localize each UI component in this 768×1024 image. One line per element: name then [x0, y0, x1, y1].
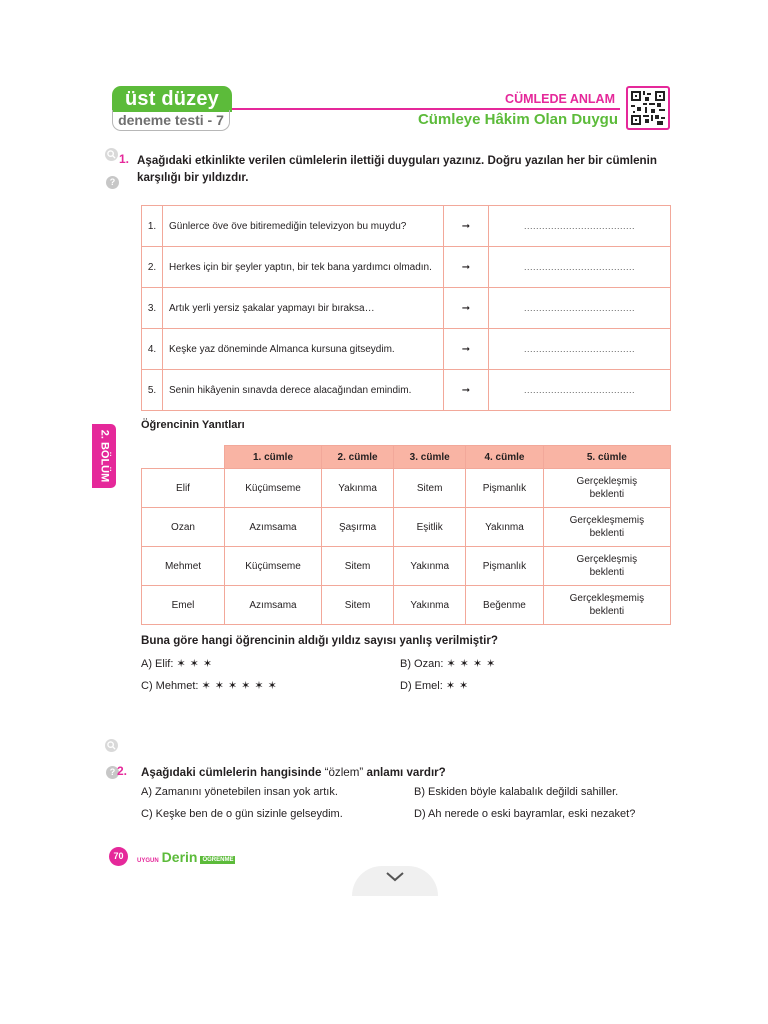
arrow-icon: ➞: [444, 288, 489, 329]
student-name: Ozan: [142, 508, 225, 547]
brand-main-text: Derin: [161, 849, 198, 865]
student-name: Emel: [142, 586, 225, 625]
student-answers-title: Öğrencinin Yanıtları: [141, 419, 245, 431]
section-side-tab-label: 2. BÖLÜM: [98, 429, 110, 483]
answers-header-corner: [142, 446, 225, 469]
brand-tag-text: ÖĞRENME: [202, 857, 234, 863]
answer-blank[interactable]: .....................................: [489, 288, 671, 329]
student-name: Elif: [142, 469, 225, 508]
answer-cell: Azımsama: [225, 508, 322, 547]
sentence-text: Keşke yaz döneminde Almanca kursuna gitseydim.: [163, 329, 444, 370]
question-1-prompt: Buna göre hangi öğrencinin aldığı yıldız sayısı yanlış verilmiştir?: [141, 634, 498, 647]
answer-cell: Beğenme: [466, 586, 543, 625]
magnifier-icon[interactable]: [105, 148, 118, 161]
option-a-stars: ✶✶✶: [176, 658, 217, 670]
topic-title: CÜMLEDE ANLAM: [505, 92, 615, 106]
option-a[interactable]: [141, 657, 216, 670]
answer-cell: [543, 547, 670, 586]
answer-cell: Sitem: [322, 586, 394, 625]
brand-small-text: UYGUN: [137, 858, 159, 864]
answer-blank[interactable]: .....................................: [489, 247, 671, 288]
answers-header-cell: 5. cümle: [543, 446, 670, 469]
student-row: [142, 586, 671, 625]
answer-cell: [543, 508, 670, 547]
answer-blank[interactable]: .....................................: [489, 329, 671, 370]
q2-option-d[interactable]: D) Ah nerede o eski bayramlar, eski nezaket?: [414, 808, 636, 820]
sentence-row: [142, 288, 671, 329]
series-badge: üst düzey: [112, 86, 232, 112]
sentence-row: [142, 329, 671, 370]
arrow-icon: ➞: [444, 247, 489, 288]
answer-line-2: beklenti: [589, 528, 625, 539]
student-row: [142, 547, 671, 586]
help-question-icon[interactable]: ?: [106, 766, 119, 779]
option-c-label: C) Mehmet:: [141, 680, 199, 692]
option-b[interactable]: [400, 657, 499, 670]
test-number-badge: deneme testi - 7: [112, 110, 230, 131]
answer-cell: Sitem: [322, 547, 394, 586]
next-page-button[interactable]: [352, 866, 438, 896]
answer-line-1: Gerçekleşmiş: [576, 476, 638, 487]
answer-cell: Yakınma: [466, 508, 543, 547]
option-d-stars: ✶✶: [445, 680, 473, 692]
qr-code-icon: [631, 91, 665, 125]
student-answers-table: [141, 445, 671, 625]
option-c[interactable]: [141, 679, 281, 692]
subtopic-title: Cümleye Hâkim Olan Duygu: [417, 111, 618, 128]
question-2-number: 2.: [117, 764, 128, 778]
answer-line-1: Gerçekleşmemiş: [569, 515, 645, 526]
answer-cell: Azımsama: [225, 586, 322, 625]
answer-cell: Pişmanlık: [466, 547, 543, 586]
sentence-text: Günlerce öve öve bitiremediğin televizyon bu muydu?: [163, 206, 444, 247]
answers-header-cell: 1. cümle: [225, 446, 322, 469]
answer-blank[interactable]: .....................................: [489, 206, 671, 247]
magnifier-icon[interactable]: [105, 739, 118, 752]
option-c-stars: ✶✶✶✶✶✶: [201, 680, 281, 692]
sentence-row: [142, 247, 671, 288]
sentence-text: Artık yerli yersiz şakalar yapmayı bir bıraksa…: [163, 288, 444, 329]
question-2-text-before: Aşağıdaki cümlelerin hangisinde: [141, 766, 325, 779]
question-2-text-after: anlamı vardır?: [363, 766, 446, 779]
sentence-number: 2.: [142, 247, 163, 288]
sentence-row: [142, 206, 671, 247]
student-row: [142, 508, 671, 547]
option-a-label: A) Elif:: [141, 658, 174, 670]
brand-logo: [137, 850, 235, 864]
option-b-stars: ✶✶✶✶: [446, 658, 500, 670]
answer-line-2: beklenti: [589, 567, 625, 578]
sentence-row: [142, 370, 671, 411]
sentences-table: [141, 205, 671, 411]
answer-blank[interactable]: .....................................: [489, 370, 671, 411]
answer-cell: Küçümseme: [225, 547, 322, 586]
option-b-label: B) Ozan:: [400, 658, 444, 670]
q2-option-a[interactable]: A) Zamanını yönetebilen insan yok artık.: [141, 786, 338, 798]
student-row: [142, 469, 671, 508]
answers-header-cell: 3. cümle: [394, 446, 466, 469]
sentence-number: 4.: [142, 329, 163, 370]
question-1-text: Aşağıdaki etkinlikte verilen cümlelerin ilettiği duyguları yazınız. Doğru yazılan her bir cümlenin karşılığı bir yıldızdır.: [137, 154, 657, 184]
question-1-number: 1.: [119, 152, 130, 166]
answer-cell: Yakınma: [394, 586, 466, 625]
answer-line-2: beklenti: [589, 489, 625, 500]
q2-option-c[interactable]: C) Keşke ben de o gün sizinle gelseydim.: [141, 808, 343, 820]
answer-cell: Yakınma: [394, 547, 466, 586]
question-2-text: [141, 764, 446, 781]
answer-cell: Eşitlik: [394, 508, 466, 547]
arrow-icon: ➞: [444, 370, 489, 411]
answer-cell: Şaşırma: [322, 508, 394, 547]
qr-code[interactable]: [626, 86, 670, 130]
question-2-quote: “özlem”: [324, 766, 364, 779]
student-name: Mehmet: [142, 547, 225, 586]
sentence-number: 1.: [142, 206, 163, 247]
answers-header-cell: 4. cümle: [466, 446, 543, 469]
q2-option-b[interactable]: B) Eskiden böyle kalabalık değildi sahiller.: [414, 786, 619, 798]
answer-cell: Yakınma: [322, 469, 394, 508]
answer-cell: Pişmanlık: [466, 469, 543, 508]
answers-header-row: [142, 446, 671, 469]
answers-header-cell: 2. cümle: [322, 446, 394, 469]
header-divider: [232, 108, 620, 110]
option-d-label: D) Emel:: [400, 680, 443, 692]
sentence-number: 3.: [142, 288, 163, 329]
arrow-icon: ➞: [444, 206, 489, 247]
chevron-down-icon: [385, 872, 405, 882]
section-side-tab: [92, 424, 116, 488]
help-question-icon[interactable]: ?: [106, 176, 119, 189]
answer-cell: [543, 469, 670, 508]
answer-cell: Sitem: [394, 469, 466, 508]
answer-cell: [543, 586, 670, 625]
sentence-number: 5.: [142, 370, 163, 411]
sentence-text: Herkes için bir şeyler yaptın, bir tek bana yardımcı olmadın.: [163, 247, 444, 288]
answer-cell: Küçümseme: [225, 469, 322, 508]
arrow-icon: ➞: [444, 329, 489, 370]
answer-line-2: beklenti: [589, 606, 625, 617]
page-number: 70: [109, 847, 128, 866]
answer-line-1: Gerçekleşmemiş: [569, 593, 645, 604]
option-d[interactable]: [400, 679, 472, 692]
sentence-text: Senin hikâyenin sınavda derece alacağından emindim.: [163, 370, 444, 411]
answer-line-1: Gerçekleşmiş: [576, 554, 638, 565]
